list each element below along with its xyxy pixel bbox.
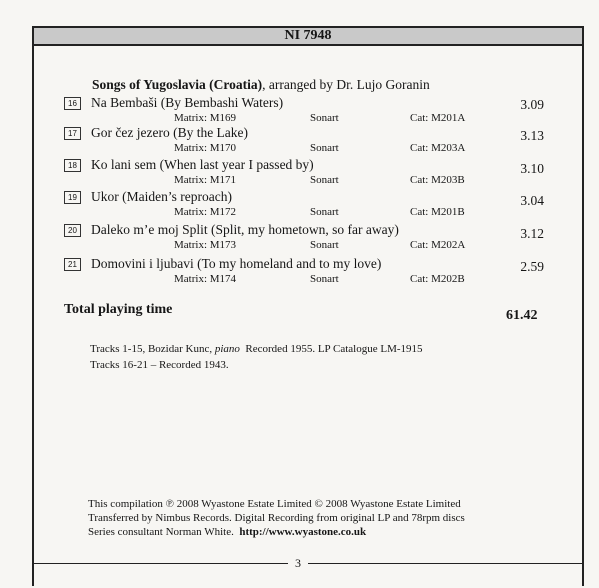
arranger-credit: , arranged by Dr. Lujo Goranin (262, 77, 430, 92)
note-instrument: piano (214, 343, 240, 355)
track-number: 19 (64, 191, 81, 204)
track-catalog: Cat: M203B (410, 174, 465, 186)
track-matrix: Matrix: M172 (174, 206, 237, 218)
track-number: 21 (64, 258, 81, 271)
track-row (64, 95, 564, 125)
track-duration: 3.04 (520, 193, 544, 208)
track-label: Sonart (310, 174, 339, 186)
track-label: Sonart (310, 206, 339, 218)
track-label: Sonart (310, 142, 339, 154)
track-catalog: Cat: M202A (410, 239, 466, 251)
track-title: Na Bembaši (By Bembashi Waters) (91, 95, 284, 110)
track-label: Sonart (310, 239, 339, 251)
track-label: Sonart (310, 273, 339, 285)
track-duration: 3.09 (520, 97, 544, 112)
copyright-footer (88, 497, 518, 539)
transfer-line: Transferred by Nimbus Records. Digital Recording from original LP and 78rpm discs (88, 512, 465, 524)
catalog-number: NI 7948 (284, 28, 332, 43)
consultant-line (88, 525, 518, 539)
consultant-text: Series consultant Norman White. (88, 526, 240, 538)
page-number: 3 (288, 556, 308, 571)
track-duration: 3.10 (520, 161, 544, 176)
track-number: 20 (64, 224, 81, 237)
bottom-rule (32, 563, 584, 564)
track-number: 18 (64, 159, 81, 172)
track-catalog: Cat: M201A (410, 112, 466, 124)
track-title: Domovini i ljubavi (To my homeland and to my love) (91, 256, 382, 271)
track-row (64, 157, 564, 187)
recording-note: Tracks 16-21 – Recorded 1943. (90, 359, 229, 371)
track-row (64, 189, 564, 219)
track-number: 17 (64, 127, 81, 140)
track-duration: 3.13 (520, 128, 544, 143)
recording-note (90, 343, 423, 355)
track-row (64, 256, 564, 286)
track-matrix: Matrix: M173 (174, 239, 237, 251)
track-catalog: Cat: M203A (410, 142, 466, 154)
track-title: Ukor (Maiden’s reproach) (91, 189, 232, 204)
track-row (64, 222, 564, 252)
track-matrix: Matrix: M170 (174, 142, 237, 154)
track-label: Sonart (310, 112, 339, 124)
track-number: 16 (64, 97, 81, 110)
total-time-label: Total playing time (64, 302, 173, 317)
track-catalog: Cat: M202B (410, 273, 465, 285)
track-duration: 3.12 (520, 226, 544, 241)
track-matrix: Matrix: M169 (174, 112, 237, 124)
album-heading (92, 77, 430, 93)
total-time-value: 61.42 (506, 308, 538, 323)
track-title: Gor čez jezero (By the Lake) (91, 125, 249, 140)
track-matrix: Matrix: M174 (174, 273, 237, 285)
album-title: Songs of Yugoslavia (Croatia) (92, 77, 263, 92)
track-catalog: Cat: M201B (410, 206, 465, 218)
track-title: Daleko m’e moj Split (Split, my hometown, so far away) (91, 222, 399, 237)
track-row (64, 125, 564, 155)
website-url: http://www.wyastone.co.uk (239, 526, 367, 538)
track-matrix: Matrix: M171 (174, 174, 237, 186)
note-text: Recorded 1955. LP Catalogue LM-1915 (239, 343, 423, 355)
track-title: Ko lani sem (When last year I passed by) (91, 157, 314, 172)
catalog-number-bar (32, 26, 584, 46)
track-duration: 2.59 (520, 259, 544, 274)
copyright-line: This compilation ℗ 2008 Wyastone Estate Limited © 2008 Wyastone Estate Limited (88, 498, 461, 510)
note-text: Tracks 1-15, Bozidar Kunc, (90, 343, 215, 355)
